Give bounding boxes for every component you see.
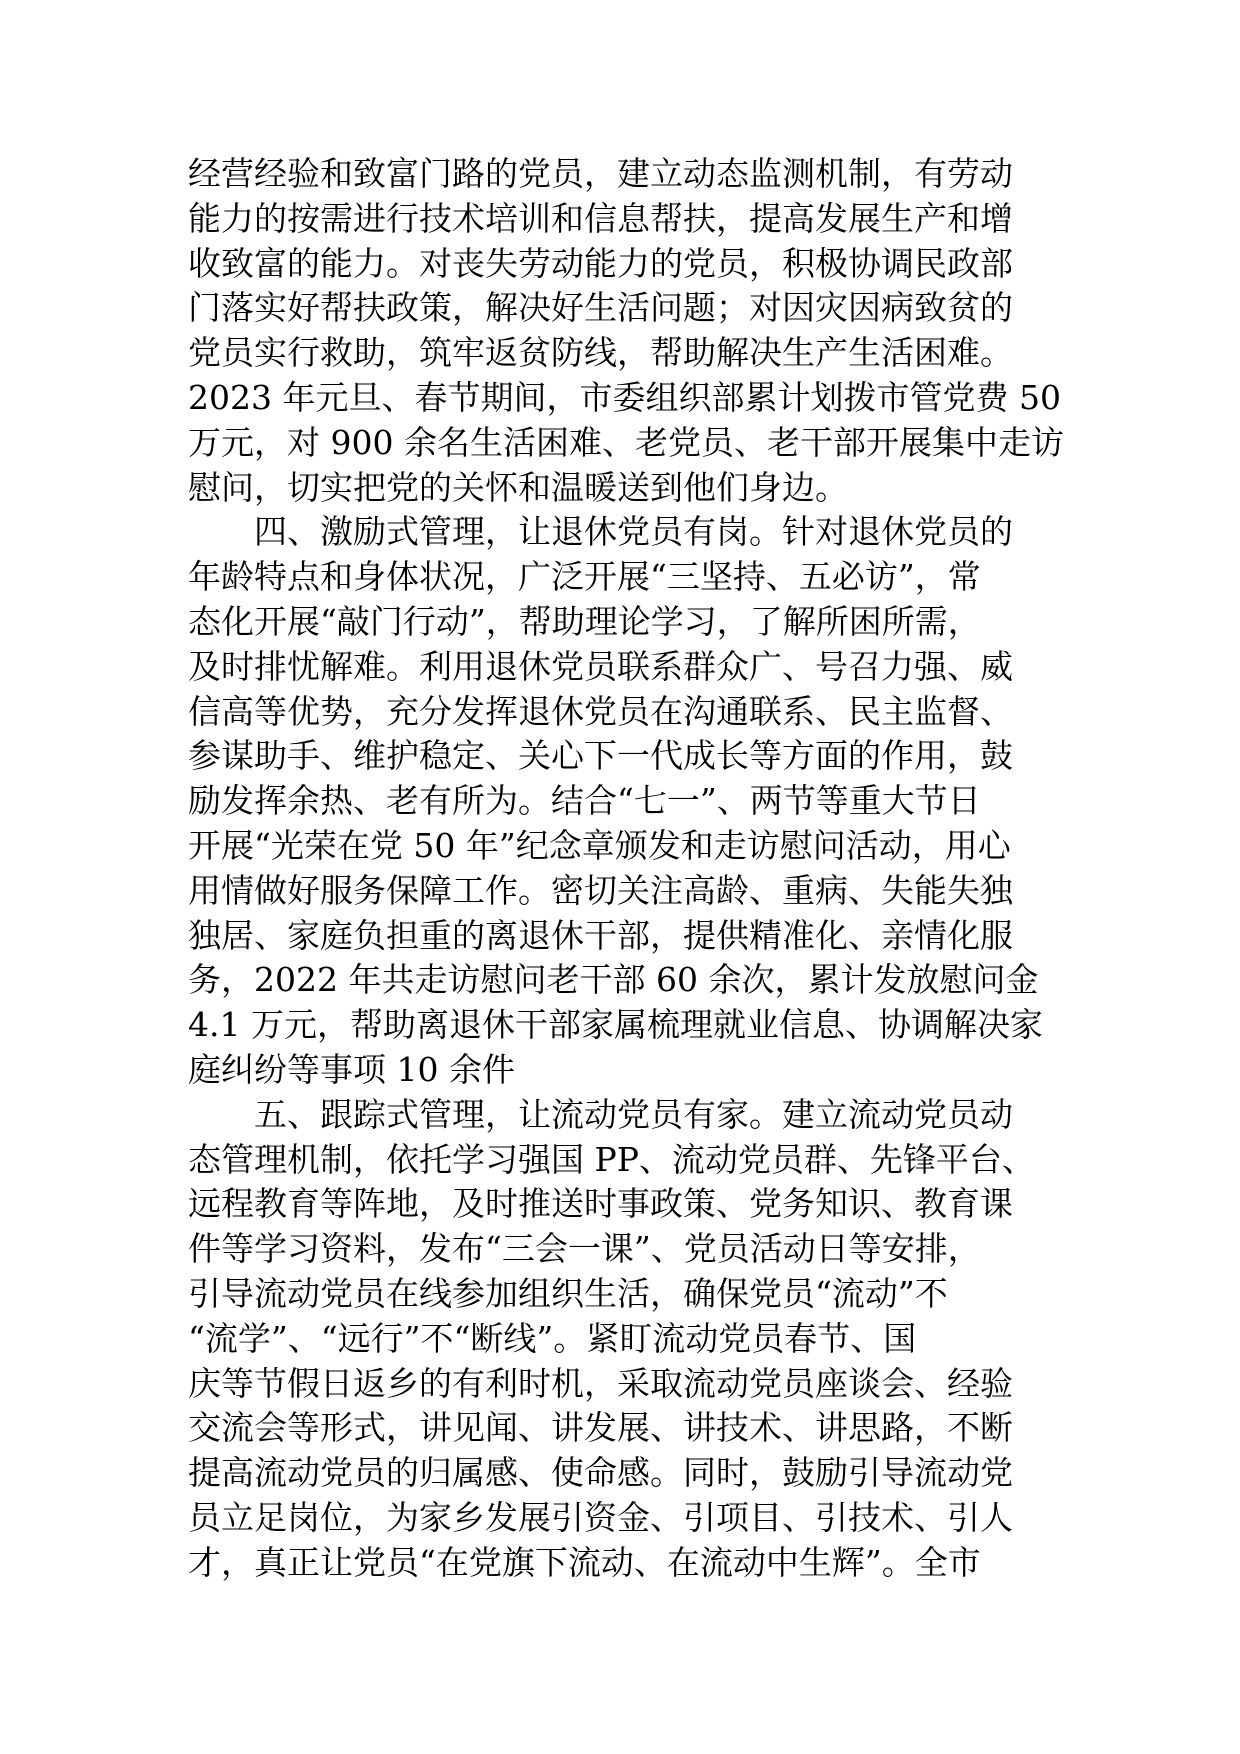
text-line: 庆等节假日返乡的有利时机，采取流动党员座谈会、经验 bbox=[188, 1363, 1013, 1403]
text-line: 经营经验和致富门路的党员，建立动态监测机制，有劳动 bbox=[188, 154, 1013, 193]
text-line: 员立足岗位，为家乡发展引资金、引项目、引技术、引人 bbox=[188, 1497, 1013, 1537]
text-line: 提高流动党员的归属感、使命感。同时，鼓励引导流动党 bbox=[188, 1453, 1013, 1493]
text-line: 交流会等形式，讲见闻、讲发展、讲技术、讲思路，不断 bbox=[188, 1408, 1013, 1448]
text-line: 能力的按需进行技术培训和信息帮扶，提高发展生产和增 bbox=[188, 198, 1013, 238]
text-line: 独居、家庭负担重的离退休干部，提供精准化、亲情化服 bbox=[188, 915, 1013, 955]
text-line: 党员实行救助，筑牢返贫防线，帮助解决生产生活困难。 bbox=[188, 333, 1013, 373]
text-line: 务，2022 年共走访慰问老干部 60 余次，累计发放慰问金 bbox=[188, 960, 1039, 1000]
text-line: 收致富的能力。对丧失劳动能力的党员，积极协调民政部 bbox=[188, 243, 1013, 283]
text-line: 态管理机制，依托学习强国 PP、流动党员群、先锋平台、 bbox=[188, 1139, 1035, 1179]
text-line-first: 四、激励式管理，让退休党员有岗。针对退休党员的 bbox=[254, 512, 1013, 552]
text-line: 引导流动党员在线参加组织生活，确保党员“流动”不 bbox=[188, 1273, 948, 1313]
document-body bbox=[188, 152, 1064, 1586]
text-line: 信高等优势，充分发挥退休党员在沟通联系、民主监督、 bbox=[188, 691, 1013, 731]
text-line: 才，真正让党员“在党旗下流动、在流动中生辉”。全市 bbox=[188, 1542, 981, 1582]
text-line: 态化开展“敲门行动”，帮助理论学习，了解所困所需， bbox=[188, 601, 981, 641]
text-line: 开展“光荣在党 50 年”纪念章颁发和走访慰问活动，用心 bbox=[188, 825, 1011, 865]
paragraph-continuation bbox=[188, 152, 1064, 510]
text-line: 2023 年元旦、春节期间，市委组织部累计划拨市管党费 50 bbox=[188, 377, 1061, 417]
paragraph-section-five bbox=[188, 1093, 1058, 1586]
text-line: 慰问，切实把党的关怀和温暖送到他们身边。 bbox=[188, 467, 848, 507]
text-line: 庭纠纷等事项 10 余件 bbox=[188, 1049, 515, 1089]
text-line: 及时排忧解难。利用退休党员联系群众广、号召力强、威 bbox=[188, 646, 1013, 686]
text-line: 万元，对 900 余名生活困难、老党员、老干部开展集中走访 bbox=[188, 422, 1064, 462]
text-line: 件等学习资料，发布“三会一课”、党员活动日等安排， bbox=[188, 1229, 981, 1269]
text-line: 门落实好帮扶政策，解决好生活问题；对因灾因病致贫的 bbox=[188, 288, 1013, 328]
text-line: 励发挥余热、老有所为。结合“七一”、两节等重大节日 bbox=[188, 781, 981, 821]
text-line: 年龄特点和身体状况，广泛开展“三坚持、五必访”，常 bbox=[188, 557, 981, 597]
text-line: 远程教育等阵地，及时推送时事政策、党务知识、教育课 bbox=[188, 1184, 1013, 1224]
paragraph-section-four bbox=[188, 510, 1058, 1092]
text-line: 4.1 万元，帮助离退休干部家属梳理就业信息、协调解决家 bbox=[188, 1005, 1043, 1045]
text-line: 参谋助手、维护稳定、关心下一代成长等方面的作用，鼓 bbox=[188, 736, 1013, 776]
text-line: 用情做好服务保障工作。密切关注高龄、重病、失能失独 bbox=[188, 870, 1013, 910]
text-line-first: 五、跟踪式管理，让流动党员有家。建立流动党员动 bbox=[254, 1094, 1013, 1134]
text-line: “流学”、“远行”不“断线”。紧盯流动党员春节、国 bbox=[188, 1318, 917, 1358]
